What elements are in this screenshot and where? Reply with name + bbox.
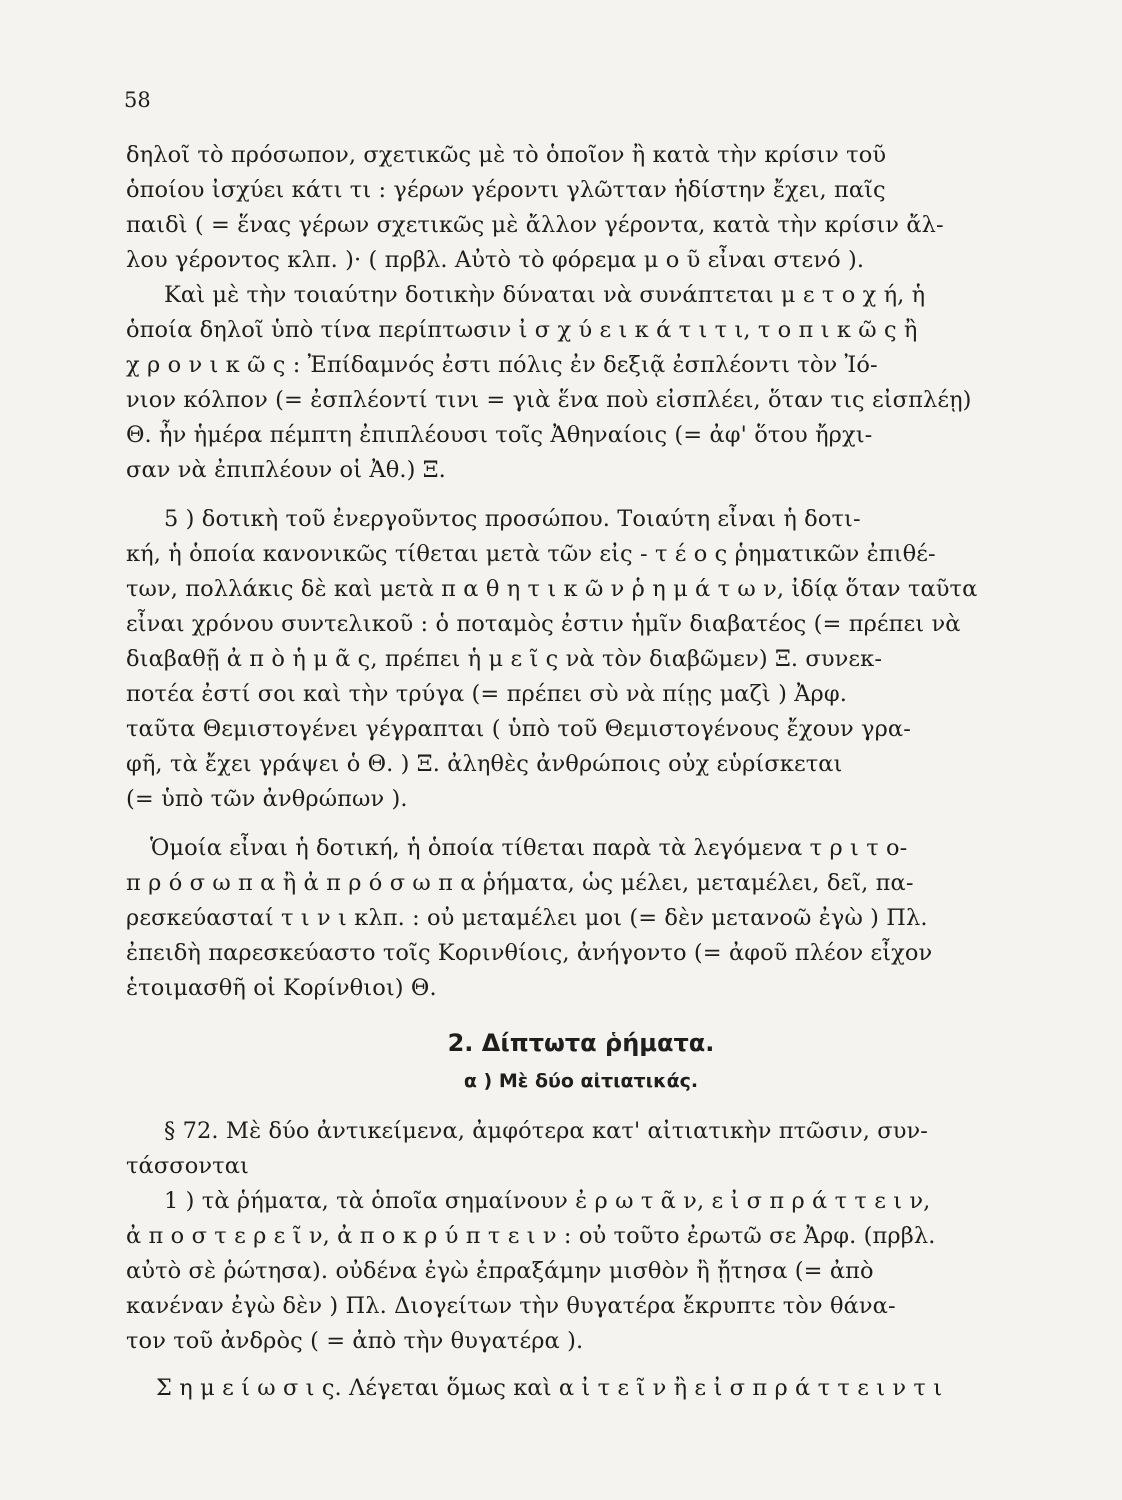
text-line: νιον κόλπον (= ἐσπλέοντί τινι = γιὰ ἕνα ποὺ εἰσπλέει, ὅταν τις εἰσπλέῃ) bbox=[126, 387, 972, 413]
text-line: ὁποίου ἰσχύει κάτι τι : γέρων γέροντι γλῶτταν ἡδίστην ἔχει, παῖς bbox=[126, 177, 886, 203]
text-line: λου γέροντος κλπ. )· ( πρβλ. Αὐτὸ τὸ φόρεμα μ ο ῦ εἶναι στενό ). bbox=[126, 247, 865, 273]
text-line: Θ. ἦν ἡμέρα πέμπτη ἐπιπλέουσι τοῖς Ἀθηναίοις (= ἀφ' ὅτου ἤρχι- bbox=[126, 422, 873, 448]
text-line: εἶναι χρόνου συντελικοῦ : ὁ ποταμὸς ἐστιν ἡμῖν διαβατέος (= πρέπει νὰ bbox=[126, 611, 961, 637]
text-line: ταῦτα Θεμιστογένει γέγραπται ( ὑπὸ τοῦ Θεμιστογένους ἔχουν γρα- bbox=[126, 716, 911, 742]
section-line: αὐτὸ σὲ ῥώτησα). οὐδένα ἐγὼ ἐπραξάμην μισθὸν ἢ ᾔτησα (= ἀπὸ bbox=[126, 1258, 874, 1284]
text-line: ὁποία δηλοῖ ὑπὸ τίνα περίπτωσιν ἰ σ χ ύ ε ι κ ά τ ι τ ι, τ ο π ι κ ῶ ς ἢ bbox=[126, 317, 918, 343]
text-line: φῆ, τὰ ἔχει γράψει ὁ Θ. ) Ξ. ἀληθὲς ἀνθρώποις οὐχ εὑρίσκεται bbox=[126, 751, 843, 777]
text-line: δηλοῖ τὸ πρόσωπον, σχετικῶς μὲ τὸ ὁποῖον ἢ κατὰ τὴν κρίσιν τοῦ bbox=[126, 142, 887, 168]
text-line: παιδὶ ( = ἕνας γέρων σχετικῶς μὲ ἄλλον γέροντα, κατὰ τὴν κρίσιν ἄλ- bbox=[126, 212, 944, 238]
text-line: Καὶ μὲ τὴν τοιαύτην δοτικὴν δύναται νὰ συνάπτεται μ ε τ ο χ ή, ἡ bbox=[164, 282, 926, 308]
text-line: ποτέα ἐστί σοι καὶ τὴν τρύγα (= πρέπει σὺ νὰ πίῃς μαζὶ ) Ἀρφ. bbox=[126, 681, 847, 707]
section-line: 1 ) τὰ ῥήματα, τὰ ὁποῖα σημαίνουν ἐ ρ ω τ ᾶ ν, ε ἰ σ π ρ ά τ τ ε ι ν, bbox=[164, 1188, 931, 1214]
text-line: ἑτοιμασθῆ οἱ Κορίνθιοι) Θ. bbox=[126, 975, 437, 1001]
section-line: ἀ π ο σ τ ε ρ ε ῖ ν, ἀ π ο κ ρ ύ π τ ε ι ν : οὐ τοῦτο ἐρωτῶ σε Ἀρφ. (πρβλ. bbox=[126, 1223, 936, 1249]
section-line: § 72. Μὲ δύο ἀντικείμενα, ἀμφότερα κατ' αἰτιατικὴν πτῶσιν, συν- bbox=[164, 1118, 928, 1144]
text-line: 5 ) δοτικὴ τοῦ ἐνεργοῦντος προσώπου. Τοιαύτη εἶναι ἡ δοτι- bbox=[164, 506, 861, 532]
section-line: τον τοῦ ἀνδρὸς ( = ἀπὸ τὴν θυγατέρα ). bbox=[126, 1328, 584, 1354]
text-line: ρεσκεύασταί τ ι ν ι κλπ. : οὐ μεταμέλει μοι (= δὲν μετανοῶ ἐγὼ ) Πλ. bbox=[126, 905, 928, 931]
text-line: ἐπειδὴ παρεσκεύαστο τοῖς Κορινθίοις, ἀνήγοντο (= ἀφοῦ πλέον εἶχον bbox=[126, 940, 933, 966]
text-line: π ρ ό σ ω π α ἢ ἀ π ρ ό σ ω π α ῥήματα, ὡς μέλει, μεταμέλει, δεῖ, πα- bbox=[126, 870, 914, 896]
text-line: κή, ἡ ὁποία κανονικῶς τίθεται μετὰ τῶν εἰς - τ έ ο ς ῥηματικῶν ἐπιθέ- bbox=[126, 541, 936, 567]
page-number: 58 bbox=[124, 88, 151, 112]
text-line: σαν νὰ ἐπιπλέουν οἱ Ἀθ.) Ξ. bbox=[126, 457, 446, 483]
section-line: κανέναν ἐγὼ δὲν ) Πλ. Διογείτων τὴν θυγατέρα ἔκρυπτε τὸν θάνα- bbox=[126, 1293, 896, 1319]
text-line: (= ὑπὸ τῶν ἀνθρώπων ). bbox=[126, 786, 408, 812]
text-line: των, πολλάκις δὲ καὶ μετὰ π α θ η τ ι κ ῶ ν ῥ η μ ά τ ω ν, ἰδίᾳ ὅταν ταῦτα bbox=[126, 576, 978, 602]
text-line: διαβαθῇ ἀ π ὸ ἡ μ ᾶ ς, πρέπει ἡ μ ε ῖ ς νὰ τὸν διαβῶμεν) Ξ. συνεκ- bbox=[126, 646, 883, 672]
section-heading: 2. Δίπτωτα ῥήματα. bbox=[447, 1029, 715, 1057]
section-line: τάσσονται bbox=[126, 1153, 249, 1179]
text-line: χ ρ ο ν ι κ ῶ ς : Ἐπίδαμνός ἐστι πόλις ἐν δεξιᾷ ἐσπλέοντι τὸν Ἰό- bbox=[126, 352, 878, 378]
text-line: Ὁμοία εἶναι ἡ δοτική, ἡ ὁποία τίθεται παρὰ τὰ λεγόμενα τ ρ ι τ ο- bbox=[150, 835, 908, 861]
note-line: Σ η μ ε ί ω σ ι ς. Λέγεται ὅμως καὶ α ἰ τ ε ῖ ν ἢ ε ἰ σ π ρ ά τ τ ε ι ν τ ι bbox=[156, 1375, 943, 1401]
subsection-heading: α ) Μὲ δύο αἰτιατικάς. bbox=[463, 1070, 699, 1092]
page-body bbox=[126, 138, 1036, 1406]
